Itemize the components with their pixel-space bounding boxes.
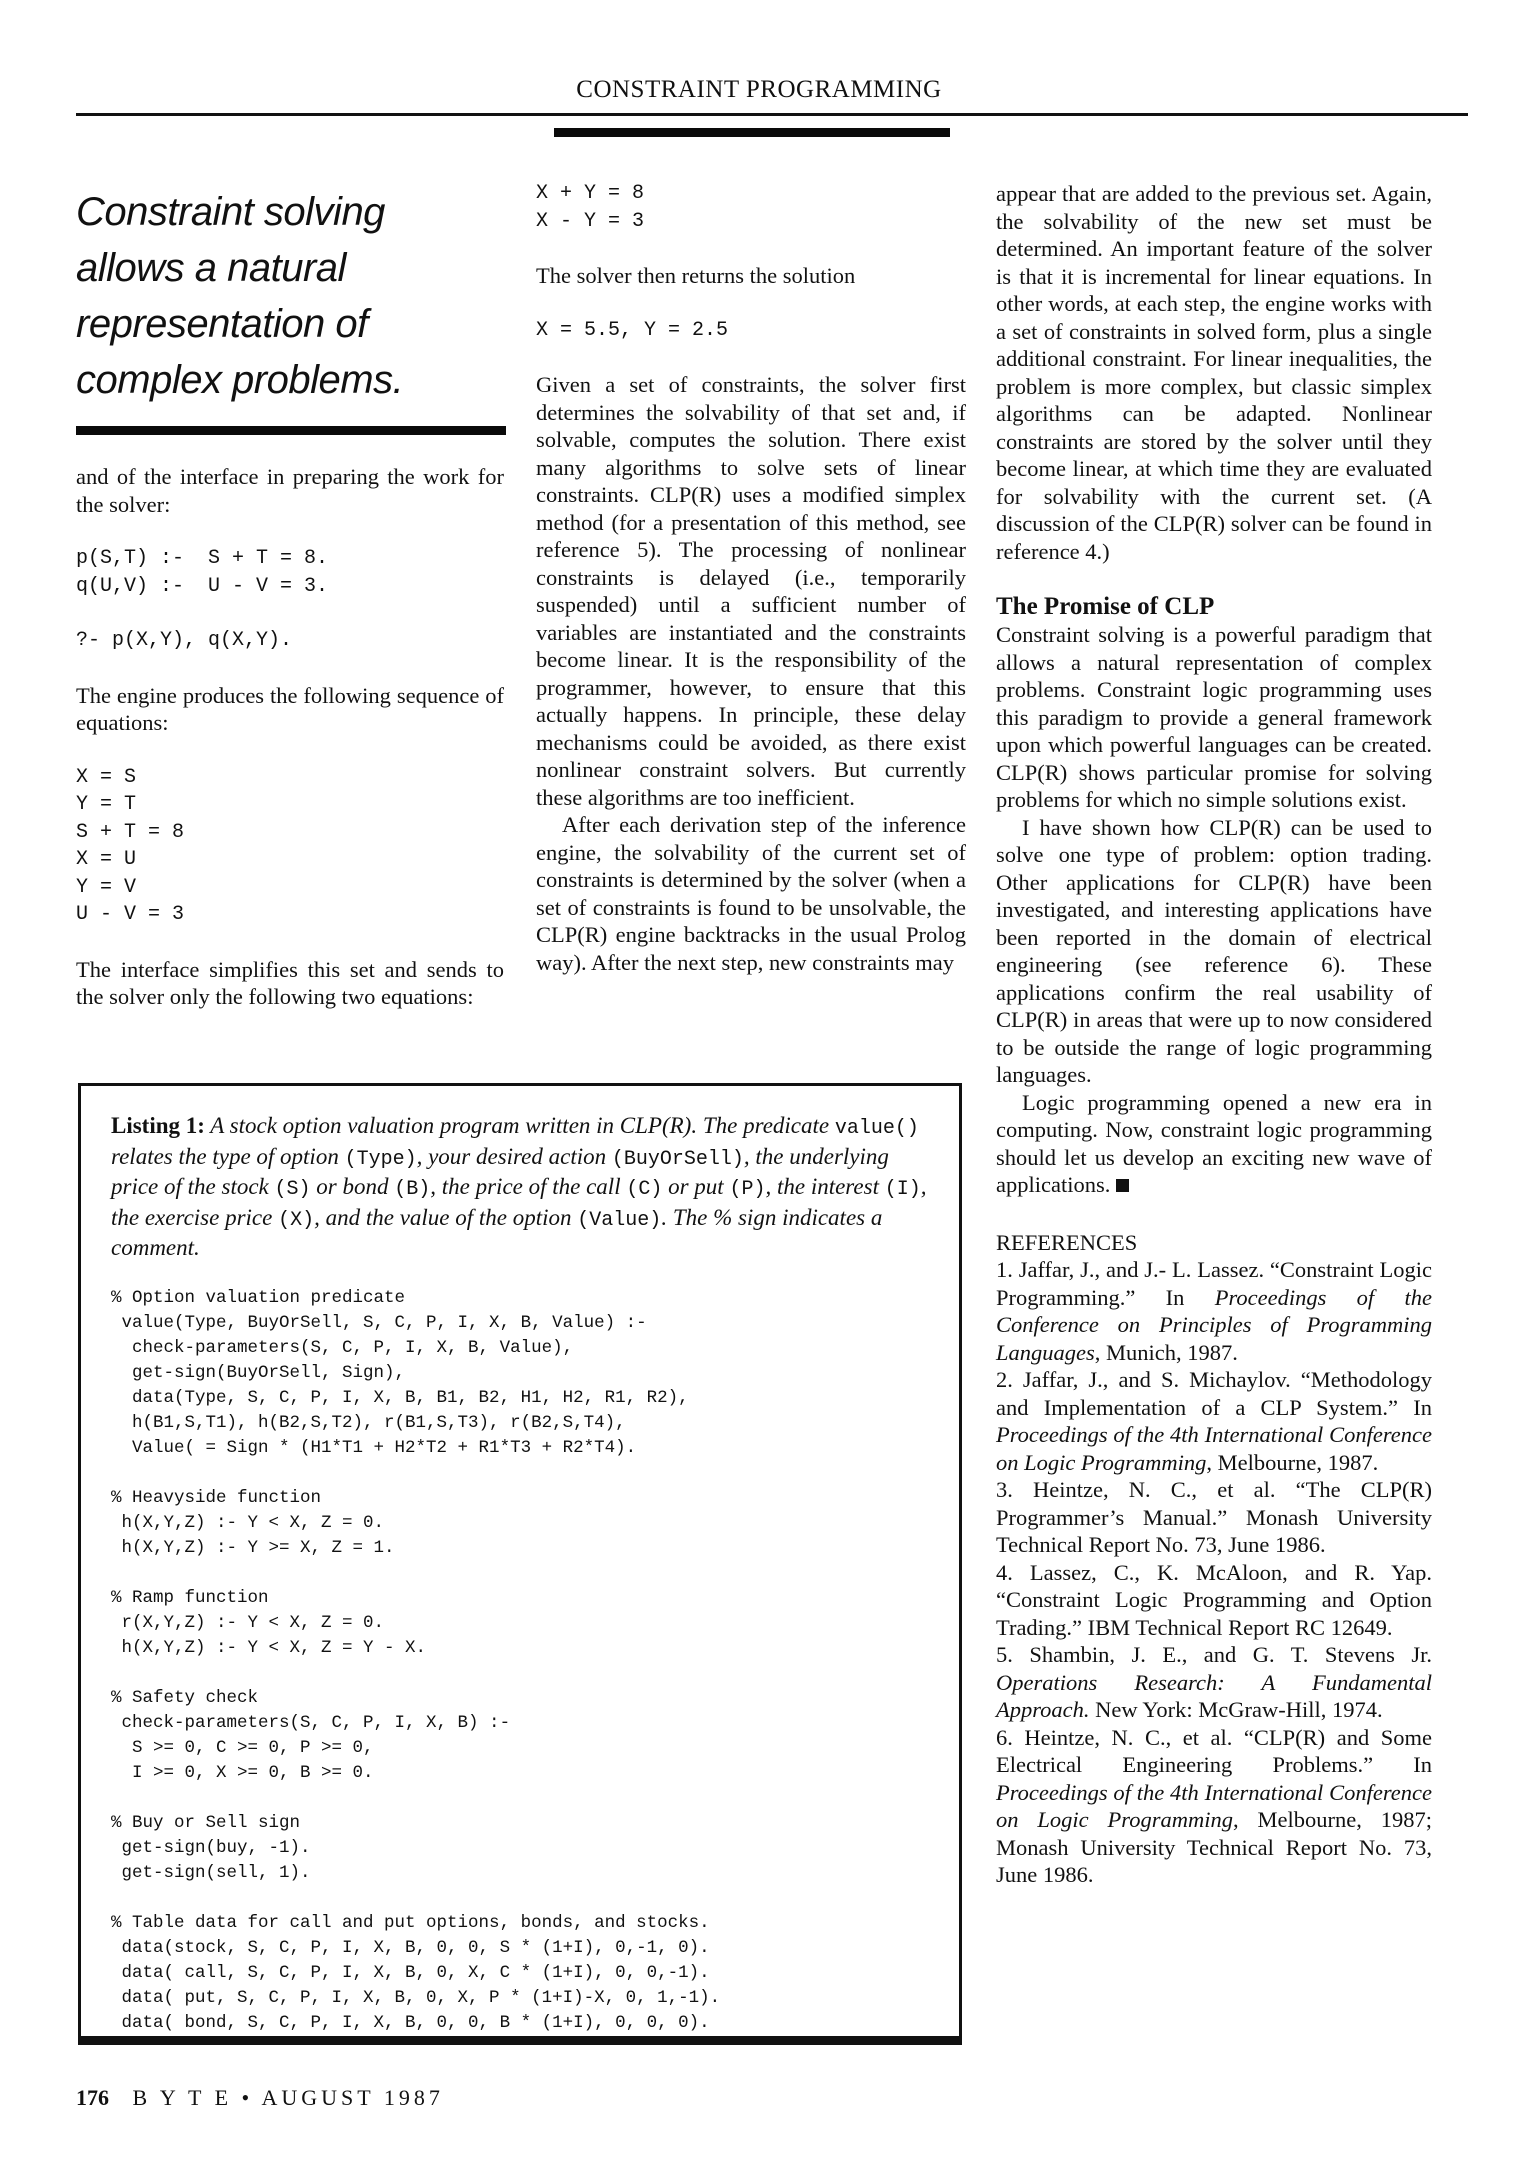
reference-item: 3. Heintze, N. C., et al. “The CLP(R) Programmer’s Manual.” Monash University Technical Report No. 73, June 1986. [996, 1477, 1432, 1557]
reference-item: 1. Jaffar, J., and J.- L. Lassez. “Constraint Logic Programming.” In Proceedings of the Conference on Principles of Programming Languages, Munich, 1987. [996, 1257, 1432, 1365]
code-line: q(U,V) :- U - V = 3. [76, 574, 329, 598]
code-comment: % Safety check [111, 1687, 259, 1708]
code-comment: % Heavyside function [111, 1487, 322, 1508]
equation: X = U [76, 848, 137, 871]
equation: X - Y = 3 [536, 209, 645, 233]
code-block [111, 1686, 933, 1786]
references-title: REFERENCES [996, 1229, 1138, 1255]
running-head: CONSTRAINT PROGRAMMING [576, 76, 942, 103]
reference-item: 6. Heintze, N. C., et al. “CLP(R) and Some Electrical Engineering Problems.” In Proceedings of the 4th International Conference on Logic Programming, Melbourne, 1987; Monash University Technical Report No. 73, June 1986. [996, 1724, 1432, 1887]
pull-quote-line: allows a natural [76, 246, 346, 290]
equation: X = S [76, 765, 137, 789]
code-line: r(X,Y,Z) :- Y < X, Z = 0. [111, 1612, 385, 1633]
code-line: h(X,Y,Z) :- Y < X, Z = Y - X. [111, 1637, 427, 1658]
column-3 [996, 180, 1432, 1889]
code-block [111, 1486, 933, 1561]
equation: X + Y = 8 [536, 182, 645, 205]
header-rule [76, 113, 1468, 116]
code-line: value(Type, BuyOrSell, S, C, P, I, X, B, Value) :- [111, 1312, 647, 1333]
paragraph-text: Logic programming opened a new era in computing. Now, constraint logic programming should let us develop an exciting new wave of applications. [996, 1089, 1432, 1197]
pull-quote-rule [76, 426, 506, 435]
magazine-issue: B Y T E • AUGUST 1987 [132, 2085, 444, 2110]
listing-code [111, 1286, 933, 2036]
code-comment: % Table data for call and put options, bonds, and stocks. [111, 1912, 710, 1933]
code-line: get-sign(sell, 1). [111, 1862, 311, 1883]
paragraph: After each derivation step of the inference engine, the solvability of the current set of constraints is determined by the solver (when a set of constraints is found to be unsolvable, the CLP(R) engine backtracks in the usual Prolog way). After the next step, new constraints may [536, 812, 966, 975]
solution-line: X = 5.5, Y = 2.5 [536, 318, 729, 342]
listing-label: Listing 1: [111, 1113, 205, 1138]
paragraph: Constraint solving is a powerful paradigm that allows a natural representation of complex problems. Constraint logic programming uses this paradigm to provide a general framework upon which powerful languages can be created. CLP(R) shows particular promise for solving problems for which no simple solutions exist. [996, 622, 1432, 812]
code-line: data( call, S, C, P, I, X, B, 0, X, C * (1+I), 0, 0,-1). [111, 1962, 710, 1983]
query-line: ?- p(X,Y), q(X,Y). [76, 629, 293, 652]
equation: S + T = 8 [76, 820, 185, 844]
equation: Y = V [76, 875, 137, 899]
code-line: h(B1,S,T1), h(B2,S,T2), r(B1,S,T3), r(B2,S,T4), [111, 1412, 626, 1433]
code-block [111, 1286, 933, 1461]
code-line: data( bond, S, C, P, I, X, B, 0, 0, B * (1+I), 0, 0, 0). [111, 2012, 710, 2033]
paragraph [996, 1089, 1432, 1199]
reference-item: 4. Lassez, C., K. McAloon, and R. Yap. “Constraint Logic Programming and Option Trading.” IBM Technical Report RC 12649. [996, 1559, 1432, 1640]
code-line: get-sign(BuyOrSell, Sign), [111, 1362, 406, 1383]
code-line: get-sign(buy, -1). [111, 1837, 311, 1858]
code-line: Value( = Sign * (H1*T1 + H2*T2 + R1*T3 + R2*T4). [111, 1437, 637, 1458]
code-block [111, 1811, 933, 1886]
listing-caption [111, 1112, 933, 1262]
listing-caption-text: A stock option valuation program written in CLP(R). The predicate value() relates the type of option (Type), your desired action (BuyOrSell), the underlying price of the stock (S) or bond (B), the price of the call (C) or put (P), the interest (I), the exercise price (X), and the value of the option (Value). The % sign indicates a comment. [111, 1113, 927, 1260]
equation: Y = T [76, 793, 137, 816]
pull-quote [76, 184, 504, 408]
paragraph: The solver then returns the solution [536, 263, 856, 288]
page-footer [76, 2085, 444, 2111]
reference-item: 2. Jaffar, J., and S. Michaylov. “Methodology and Implementation of a CLP System.” In Proceedings of the 4th International Conference on Logic Programming, Melbourne, 1987. [996, 1367, 1432, 1475]
pull-quote-line: complex problems. [76, 358, 404, 402]
equation: U - V = 3 [76, 903, 185, 926]
code-line: I >= 0, X >= 0, B >= 0. [111, 1762, 374, 1783]
code-line: S >= 0, C >= 0, P >= 0, [111, 1737, 374, 1758]
code-line: p(S,T) :- S + T = 8. [76, 547, 329, 570]
paragraph: Given a set of constraints, the solver first determines the solvability of that set and, if solvable, computes the solution. There exist many algorithms to solve sets of linear constraints. CLP(R) uses a modified simplex method (for a presentation of this method, see reference 5). The processing of nonlinear constraints is delayed (i.e., temporarily suspended) until a sufficient number of variables are instantiated and the constraints become linear. It is the responsibility of the programmer, however, to ensure that this actually happens. In principle, these delay mechanisms could be avoided, as there exist nonlinear constraint solvers. But currently these algorithms are too inefficient. [536, 372, 966, 810]
pull-quote-line: Constraint solving [76, 190, 385, 234]
code-block [111, 1911, 933, 2036]
code-line: data(stock, S, C, P, I, X, B, 0, 0, S * (1+I), 0,-1, 0). [111, 1937, 710, 1958]
section-heading: The Promise of CLP [996, 593, 1215, 620]
code-line: check-parameters(S, C, P, I, X, B, Value), [111, 1337, 574, 1358]
paragraph: appear that are added to the previous set. Again, the solvability of the new set must be determined. An important feature of the solver is that it is incremental for linear equations. In other words, at each step, the engine works with a set of constraints in solved form, plus a single additional constraint. For linear inequalities, the problem is more complex, but classic simplex algorithms can be adapted. Nonlinear constraints are stored by the solver until they become linear, at which time they are evaluated for solvability with the current set. (A discussion of the CLP(R) solver can be found in reference 4.) [996, 181, 1432, 564]
column-1 [76, 180, 504, 1011]
code-comment: % Option valuation predicate [111, 1287, 406, 1308]
code-line: data(Type, S, C, P, I, X, B, B1, B2, H1, H2, R1, R2), [111, 1387, 689, 1408]
references-list [996, 1256, 1432, 1889]
code-block [111, 1586, 933, 1661]
paragraph: and of the interface in preparing the work for the solver: [76, 464, 504, 517]
column-2 [536, 180, 966, 976]
code-comment: % Ramp function [111, 1587, 269, 1608]
code-line: data( put, S, C, P, I, X, B, 0, X, P * (1+I)-X, 0, 1,-1). [111, 1987, 721, 2008]
paragraph: The interface simplifies this set and sends to the solver only the following two equations: [76, 956, 504, 1009]
header-tab-bar [554, 128, 950, 137]
paragraph: The engine produces the following sequence of equations: [76, 682, 504, 735]
code-comment: % Buy or Sell sign [111, 1812, 301, 1833]
end-of-article-mark-icon [1116, 1179, 1129, 1192]
listing-box [78, 1083, 962, 2045]
code-line: check-parameters(S, C, P, I, X, B) :- [111, 1712, 511, 1733]
page-number: 176 [76, 2085, 109, 2110]
code-line: h(X,Y,Z) :- Y >= X, Z = 1. [111, 1537, 395, 1558]
pull-quote-line: representation of [76, 302, 368, 346]
code-line: h(X,Y,Z) :- Y < X, Z = 0. [111, 1512, 385, 1533]
reference-item: 5. Shambin, J. E., and G. T. Stevens Jr. Operations Research: A Fundamental Approach. New York: McGraw-Hill, 1974. [996, 1642, 1432, 1722]
paragraph: I have shown how CLP(R) can be used to solve one type of problem: option trading. Other applications for CLP(R) have been investigated, and interesting applications have been reported in the domain of electrical engineering (see reference 6). These applications confirm the real usability of CLP(R) in areas that were up to now considered to be outside the range of logic programming languages. [996, 814, 1432, 1087]
